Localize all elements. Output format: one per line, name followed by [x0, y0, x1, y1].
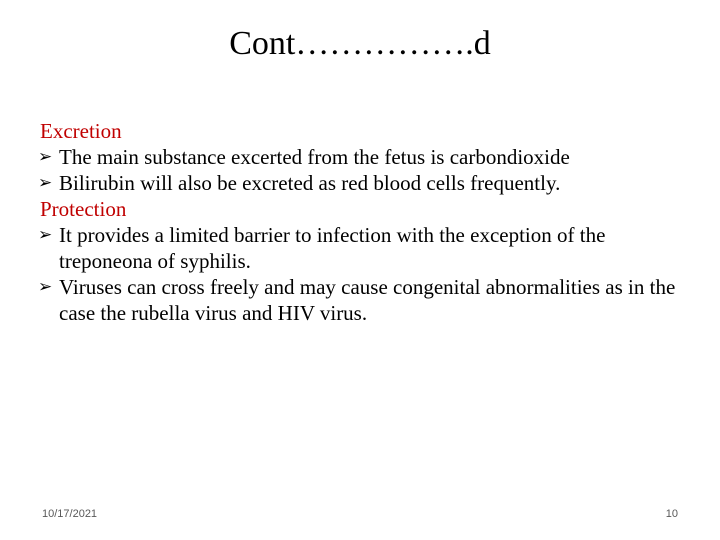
arrow-bullet-icon: ➢	[38, 147, 53, 167]
slide-body	[38, 118, 698, 326]
bullet-item	[38, 170, 698, 196]
bullet-text: Bilirubin will also be excreted as red blood cells frequently.	[59, 171, 561, 195]
arrow-bullet-icon: ➢	[38, 277, 53, 297]
bullet-item	[38, 144, 698, 170]
bullet-text: The main substance excerted from the fetus is carbondioxide	[59, 145, 570, 169]
arrow-bullet-icon: ➢	[38, 173, 53, 193]
footer-date: 10/17/2021	[42, 508, 98, 520]
bullet-text: Viruses can cross freely and may cause congenital abnormalities as in the case the rubella virus and HIV virus.	[59, 275, 676, 325]
section-heading-protection: Protection	[40, 197, 127, 221]
section-heading-excretion: Excretion	[40, 119, 122, 143]
bullet-item	[38, 274, 698, 326]
slide-title: Cont…………….d	[229, 25, 491, 62]
arrow-bullet-icon: ➢	[38, 225, 53, 245]
bullet-item	[38, 222, 698, 274]
bullet-text: It provides a limited barrier to infection with the exception of the treponeona of syphilis.	[59, 223, 606, 273]
page-number: 10	[665, 508, 678, 520]
